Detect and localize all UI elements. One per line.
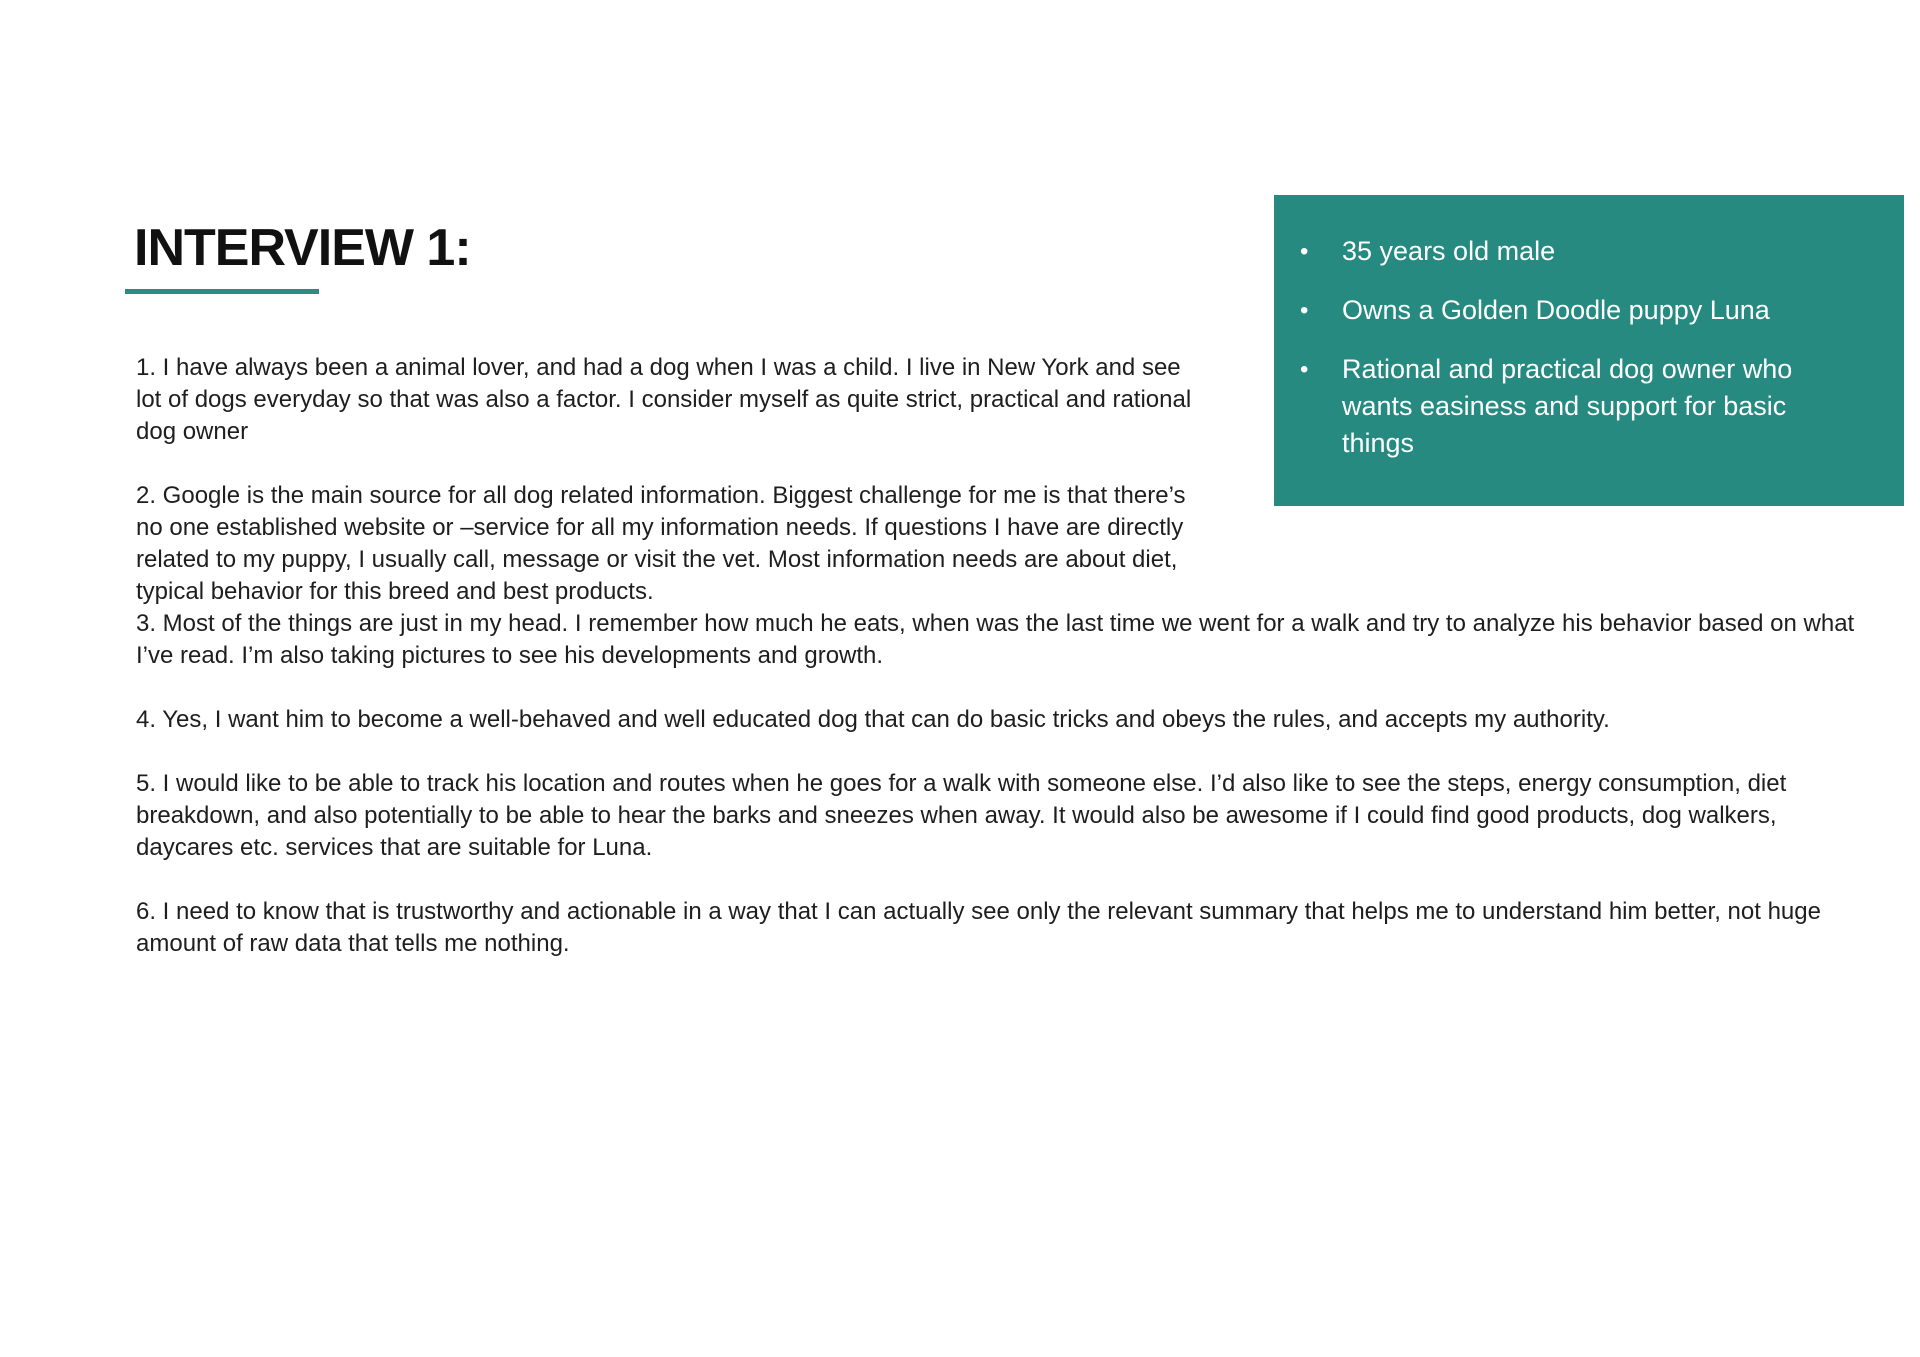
persona-item-dog (1288, 292, 1864, 329)
interview-answers (136, 352, 1856, 960)
answer-3: 3. Most of the things are just in my head. I remember how much he eats, when was the last time we went for a walk and try to analyze his behavior based on what I’ve read. I’m also taking pictures to see his developments and growth. (136, 610, 1855, 669)
page-title: INTERVIEW 1: (134, 219, 471, 277)
answer-2: 2. Google is the main source for all dog related information. Biggest challenge for me is that there’s no one established website or –service for all my information needs. If questions I have are directly related to my puppy, I usually call, message or visit the vet. Most information needs are about diet, typical behavior for this breed and best products. (136, 482, 1186, 605)
title-underline (125, 289, 319, 294)
answer-5: 5. I would like to be able to track his location and routes when he goes for a walk with someone else. I’d also like to see the steps, energy consumption, diet breakdown, and also potentially to be able to hear the barks and sneezes when away. It would also be awesome if I could find good products, dog walkers, daycares etc. services that are suitable for Luna. (136, 770, 1787, 861)
answer-1: 1. I have always been a animal lover, and had a dog when I was a child. I live in New York and see lot of dogs everyday so that was also a factor. I consider myself as quite strict, practical and rational dog owner (136, 354, 1192, 445)
answer-6: 6. I need to know that is trustworthy and actionable in a way that I can actually see only the relevant summary that helps me to understand him better, not huge amount of raw data that tells me nothing. (136, 898, 1821, 957)
bullet-icon: • (1300, 238, 1309, 265)
persona-item-text: 35 years old male (1342, 236, 1556, 266)
answer-4: 4. Yes, I want him to become a well-behaved and well educated dog that can do basic tricks and obeys the rules, and accepts my authority. (136, 706, 1610, 733)
bullet-icon: • (1300, 356, 1309, 383)
persona-item-text: Rational and practical dog owner who wants easiness and support for basic things (1342, 354, 1793, 458)
persona-item-age (1288, 233, 1864, 270)
persona-item-text: Owns a Golden Doodle puppy Luna (1342, 295, 1770, 325)
bullet-icon: • (1300, 297, 1309, 324)
